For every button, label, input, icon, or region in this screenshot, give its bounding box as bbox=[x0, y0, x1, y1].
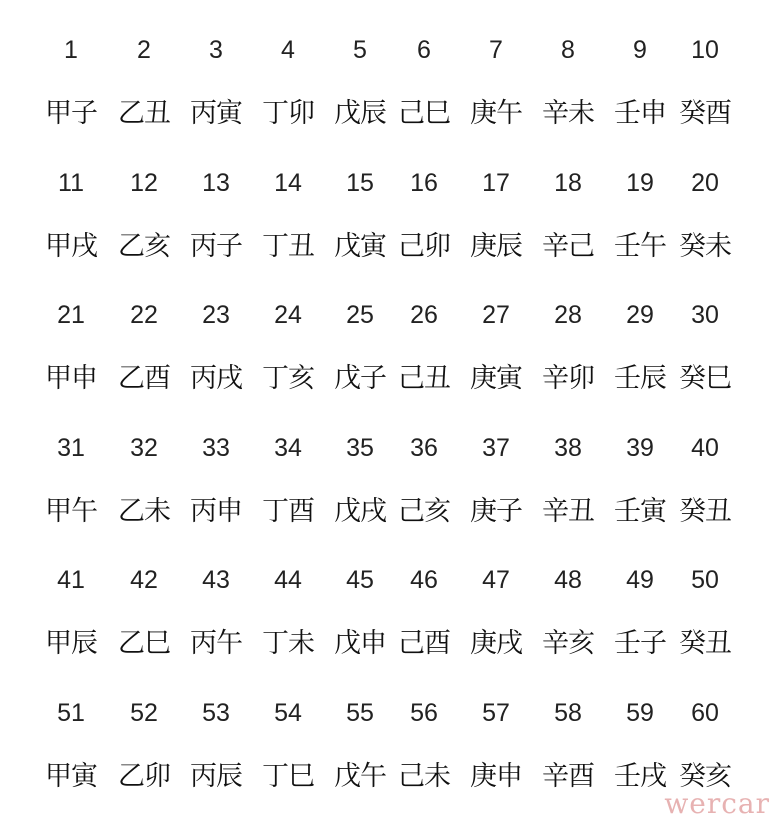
ganzhi-label: 己丑 bbox=[398, 363, 450, 394]
ganzhi-label: 己亥 bbox=[398, 496, 450, 527]
ganzhi-label: 己巳 bbox=[398, 98, 450, 129]
ganzhi-label: 丙戌 bbox=[190, 363, 242, 394]
ganzhi-label: 戊申 bbox=[334, 628, 386, 659]
ganzhi-label: 癸丑 bbox=[679, 496, 731, 527]
number-label: 12 bbox=[130, 169, 158, 197]
ganzhi-label: 乙未 bbox=[118, 496, 170, 527]
ganzhi-label: 癸巳 bbox=[679, 363, 731, 394]
number-label: 13 bbox=[202, 169, 230, 197]
ganzhi-label: 乙丑 bbox=[118, 98, 170, 129]
ganzhi-label: 甲申 bbox=[45, 363, 97, 394]
ganzhi-label: 壬戌 bbox=[614, 761, 666, 792]
number-label: 1 bbox=[64, 36, 78, 64]
number-label: 57 bbox=[482, 699, 510, 727]
ganzhi-label: 丁巳 bbox=[262, 761, 314, 792]
number-label: 20 bbox=[691, 169, 719, 197]
number-label: 45 bbox=[346, 566, 374, 594]
number-label: 30 bbox=[691, 301, 719, 329]
ganzhi-label: 己卯 bbox=[398, 231, 450, 262]
ganzhi-label: 甲辰 bbox=[45, 628, 97, 659]
watermark: wercar bbox=[664, 787, 770, 820]
number-label: 3 bbox=[209, 36, 223, 64]
ganzhi-label: 丁酉 bbox=[262, 496, 314, 527]
number-label: 26 bbox=[410, 301, 438, 329]
number-label: 56 bbox=[410, 699, 438, 727]
number-label: 50 bbox=[691, 566, 719, 594]
ganzhi-label: 乙酉 bbox=[118, 363, 170, 394]
ganzhi-label: 丁丑 bbox=[262, 231, 314, 262]
ganzhi-label: 癸未 bbox=[679, 231, 731, 262]
ganzhi-label: 癸丑 bbox=[679, 628, 731, 659]
ganzhi-label: 壬子 bbox=[614, 628, 666, 659]
ganzhi-label: 庚午 bbox=[470, 98, 522, 129]
number-label: 58 bbox=[554, 699, 582, 727]
ganzhi-label: 甲午 bbox=[45, 496, 97, 527]
ganzhi-label: 乙卯 bbox=[118, 761, 170, 792]
ganzhi-label: 丙辰 bbox=[190, 761, 242, 792]
ganzhi-label: 庚子 bbox=[470, 496, 522, 527]
number-label: 39 bbox=[626, 434, 654, 462]
ganzhi-label: 庚寅 bbox=[470, 363, 522, 394]
number-label: 28 bbox=[554, 301, 582, 329]
ganzhi-label: 癸酉 bbox=[679, 98, 731, 129]
ganzhi-label: 甲子 bbox=[45, 98, 97, 129]
ganzhi-label: 己未 bbox=[398, 761, 450, 792]
ganzhi-label: 乙亥 bbox=[118, 231, 170, 262]
number-label: 16 bbox=[410, 169, 438, 197]
number-label: 2 bbox=[137, 36, 151, 64]
number-label: 8 bbox=[561, 36, 575, 64]
number-label: 60 bbox=[691, 699, 719, 727]
number-label: 54 bbox=[274, 699, 302, 727]
number-label: 49 bbox=[626, 566, 654, 594]
number-label: 22 bbox=[130, 301, 158, 329]
ganzhi-label: 壬申 bbox=[614, 98, 666, 129]
ganzhi-label: 庚辰 bbox=[470, 231, 522, 262]
number-label: 59 bbox=[626, 699, 654, 727]
number-label: 48 bbox=[554, 566, 582, 594]
number-label: 38 bbox=[554, 434, 582, 462]
number-label: 36 bbox=[410, 434, 438, 462]
ganzhi-label: 辛丑 bbox=[542, 496, 594, 527]
number-label: 17 bbox=[482, 169, 510, 197]
ganzhi-label: 辛未 bbox=[542, 98, 594, 129]
number-label: 52 bbox=[130, 699, 158, 727]
number-label: 46 bbox=[410, 566, 438, 594]
ganzhi-label: 壬辰 bbox=[614, 363, 666, 394]
ganzhi-label: 丁卯 bbox=[262, 98, 314, 129]
ganzhi-label: 乙巳 bbox=[118, 628, 170, 659]
number-label: 19 bbox=[626, 169, 654, 197]
number-label: 44 bbox=[274, 566, 302, 594]
ganzhi-label: 甲戌 bbox=[45, 231, 97, 262]
number-label: 15 bbox=[346, 169, 374, 197]
ganzhi-label: 辛己 bbox=[542, 231, 594, 262]
ganzhi-label: 戊辰 bbox=[334, 98, 386, 129]
number-label: 35 bbox=[346, 434, 374, 462]
ganzhi-label: 戊子 bbox=[334, 363, 386, 394]
number-label: 9 bbox=[633, 36, 647, 64]
number-label: 14 bbox=[274, 169, 302, 197]
ganzhi-label: 戊午 bbox=[334, 761, 386, 792]
number-label: 6 bbox=[417, 36, 431, 64]
number-label: 29 bbox=[626, 301, 654, 329]
ganzhi-label: 丁未 bbox=[262, 628, 314, 659]
ganzhi-label: 丙子 bbox=[190, 231, 242, 262]
number-label: 4 bbox=[281, 36, 295, 64]
ganzhi-label: 辛卯 bbox=[542, 363, 594, 394]
number-label: 5 bbox=[353, 36, 367, 64]
number-label: 53 bbox=[202, 699, 230, 727]
ganzhi-label: 丁亥 bbox=[262, 363, 314, 394]
ganzhi-label: 丙寅 bbox=[190, 98, 242, 129]
ganzhi-label: 壬寅 bbox=[614, 496, 666, 527]
number-label: 55 bbox=[346, 699, 374, 727]
number-label: 25 bbox=[346, 301, 374, 329]
number-label: 21 bbox=[57, 301, 85, 329]
number-label: 33 bbox=[202, 434, 230, 462]
number-label: 40 bbox=[691, 434, 719, 462]
number-label: 31 bbox=[57, 434, 85, 462]
number-label: 18 bbox=[554, 169, 582, 197]
ganzhi-label: 癸亥 bbox=[679, 761, 731, 792]
number-label: 51 bbox=[57, 699, 85, 727]
number-label: 37 bbox=[482, 434, 510, 462]
ganzhi-label: 辛亥 bbox=[542, 628, 594, 659]
number-label: 24 bbox=[274, 301, 302, 329]
number-label: 34 bbox=[274, 434, 302, 462]
ganzhi-label: 丙午 bbox=[190, 628, 242, 659]
number-label: 10 bbox=[691, 36, 719, 64]
number-label: 32 bbox=[130, 434, 158, 462]
ganzhi-label: 甲寅 bbox=[45, 761, 97, 792]
number-label: 11 bbox=[58, 169, 84, 197]
number-label: 23 bbox=[202, 301, 230, 329]
ganzhi-label: 丙申 bbox=[190, 496, 242, 527]
ganzhi-label: 壬午 bbox=[614, 231, 666, 262]
ganzhi-label: 庚申 bbox=[470, 761, 522, 792]
number-label: 27 bbox=[482, 301, 510, 329]
ganzhi-label: 戊寅 bbox=[334, 231, 386, 262]
number-label: 41 bbox=[57, 566, 85, 594]
ganzhi-label: 庚戌 bbox=[470, 628, 522, 659]
ganzhi-label: 己酉 bbox=[398, 628, 450, 659]
number-label: 43 bbox=[202, 566, 230, 594]
ganzhi-label: 辛酉 bbox=[542, 761, 594, 792]
number-label: 47 bbox=[482, 566, 510, 594]
number-label: 7 bbox=[489, 36, 503, 64]
number-label: 42 bbox=[130, 566, 158, 594]
ganzhi-label: 戊戌 bbox=[334, 496, 386, 527]
